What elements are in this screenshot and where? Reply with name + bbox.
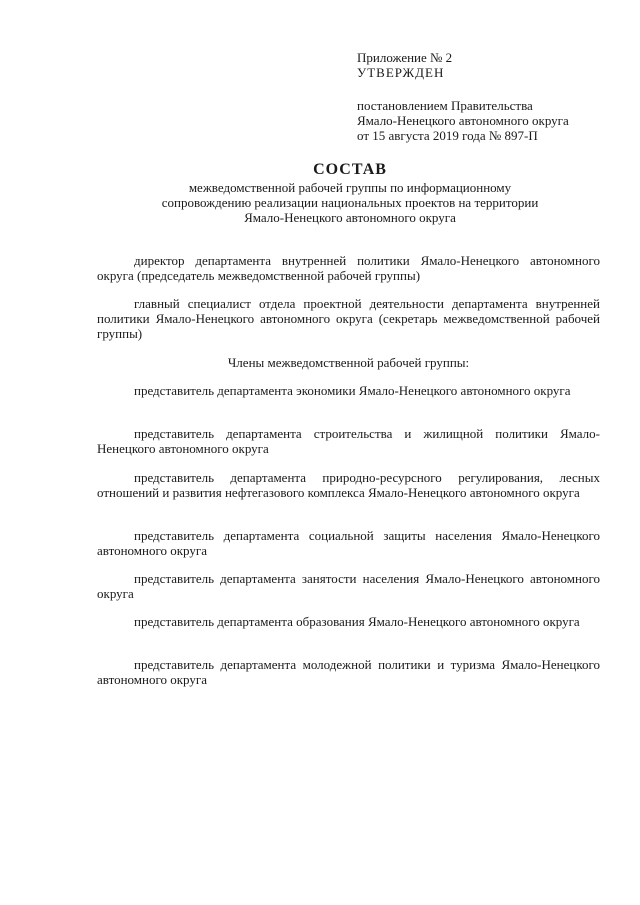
member-paragraph-natural-resources: представитель департамента природно-ресурсного регулирования, лесных отношений и развития нефтегазового комплекса Ямало-Ненецкого автономного округа	[97, 470, 600, 500]
chairman-paragraph: директор департамента внутренней политики Ямало-Ненецкого автономного округа (председатель межведомственной рабочей группы)	[97, 253, 600, 283]
approval-gap	[357, 80, 627, 98]
secretary-paragraph: главный специалист отдела проектной деятельности департамента внутренней политики Ямало-Ненецкого автономного округа (секретарь межведомственной рабочей группы)	[97, 296, 600, 341]
members-heading: Члены межведомственной рабочей группы:	[227, 355, 470, 370]
appendix-number: Приложение № 2	[357, 50, 453, 65]
approval-line-3: от 15 августа 2019 года № 897-П	[357, 128, 538, 143]
member-paragraph-education: представитель департамента образования Ямало-Ненецкого автономного округа	[134, 614, 580, 629]
member-paragraph-employment: представитель департамента занятости населения Ямало-Ненецкого автономного округа	[97, 571, 600, 601]
member-paragraph-youth-tourism: представитель департамента молодежной политики и туризма Ямало-Ненецкого автономного округа	[97, 657, 600, 687]
approval-line-2: Ямало-Ненецкого автономного округа	[357, 113, 569, 128]
approved-label: УТВЕРЖДЕН	[357, 65, 445, 80]
subtitle-line-3: Ямало-Ненецкого автономного округа	[244, 210, 456, 225]
approval-line-1: постановлением Правительства	[357, 98, 533, 113]
subtitle-line-2: сопровождению реализации национальных проектов на территории	[161, 195, 539, 210]
member-paragraph-social-protection: представитель департамента социальной защиты населения Ямало-Ненецкого автономного округа	[97, 528, 600, 558]
subtitle-line-1: межведомственной рабочей группы по информационному	[188, 180, 512, 195]
member-paragraph-construction: представитель департамента строительства и жилищной политики Ямало-Ненецкого автономного округа	[97, 426, 600, 456]
title-block	[100, 160, 600, 225]
member-paragraph-economy: представитель департамента экономики Ямало-Ненецкого автономного округа	[134, 383, 571, 398]
approval-block	[357, 50, 627, 143]
document-title: СОСТАВ	[313, 161, 387, 178]
